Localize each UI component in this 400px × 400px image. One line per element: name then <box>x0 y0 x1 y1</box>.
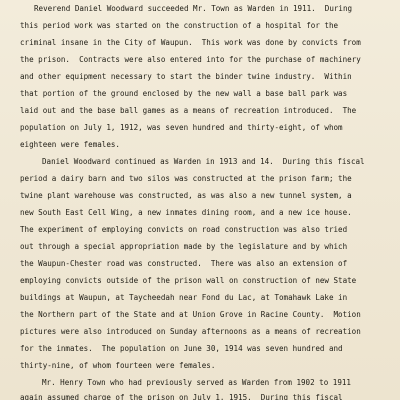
text-line-23: Mr. Henry Town who had previously served as Warden from 1902 to 1911 <box>42 378 351 387</box>
text-line-7: laid out and the base ball games as a means of recreation introduced. The <box>20 106 357 115</box>
text-line-16: the Waupun-Chester road was constructed. There was also an extension of <box>20 259 348 268</box>
text-line-1: Reverend Daniel Woodward succeeded Mr. Town as Warden in 1911. During <box>34 4 353 13</box>
text-line-17: employing convicts outside of the prison wall on construction of new State <box>20 276 357 285</box>
text-line-8: population on July 1, 1912, was seven hundred and thirty-eight, of whom <box>20 123 343 132</box>
text-line-11: period a dairy barn and two silos was constructed at the prison farm; the <box>20 174 352 183</box>
text-line-5: and other equipment necessary to start the binder twine industry. Within <box>20 72 352 81</box>
text-line-15: out through a special appropriation made by the legislature and by which <box>20 242 348 251</box>
text-line-14: The experiment of employing convicts on road construction was also tried <box>20 225 348 234</box>
text-line-21: for the inmates. The population on June 30, 1914 was seven hundred and <box>20 344 343 353</box>
text-line-20: pictures were also introduced on Sunday afternoons as a means of recreation <box>20 327 361 336</box>
text-line-4: the prison. Contracts were also entered into for the purchase of machinery <box>20 55 361 64</box>
text-line-2: this period work was started on the construction of a hospital for the <box>20 21 339 30</box>
text-line-9: eighteen were females. <box>20 140 120 149</box>
text-line-22: thirty-nine, of whom fourteen were females. <box>20 361 216 370</box>
text-line-3: criminal insane in the City of Waupun. This work was done by convicts from <box>20 38 361 47</box>
text-line-24: again assumed charge of the prison on July 1, 1915. During this fiscal <box>20 393 343 400</box>
text-line-10: Daniel Woodward continued as Warden in 1913 and 14. During this fiscal <box>42 157 365 166</box>
text-line-13: new South East Cell Wing, a new inmates dining room, and a new ice house. <box>20 208 352 217</box>
text-line-18: buildings at Waupun, at Taycheedah near Fond du Lac, at Tomahawk Lake in <box>20 293 348 302</box>
text-line-19: the Northern part of the State and at Union Grove in Racine County. Motion <box>20 310 361 319</box>
text-line-6: that portion of the ground enclosed by the new wall a base ball park was <box>20 89 348 98</box>
text-line-12: twine plant warehouse was constructed, as was also a new tunnel system, a <box>20 191 352 200</box>
